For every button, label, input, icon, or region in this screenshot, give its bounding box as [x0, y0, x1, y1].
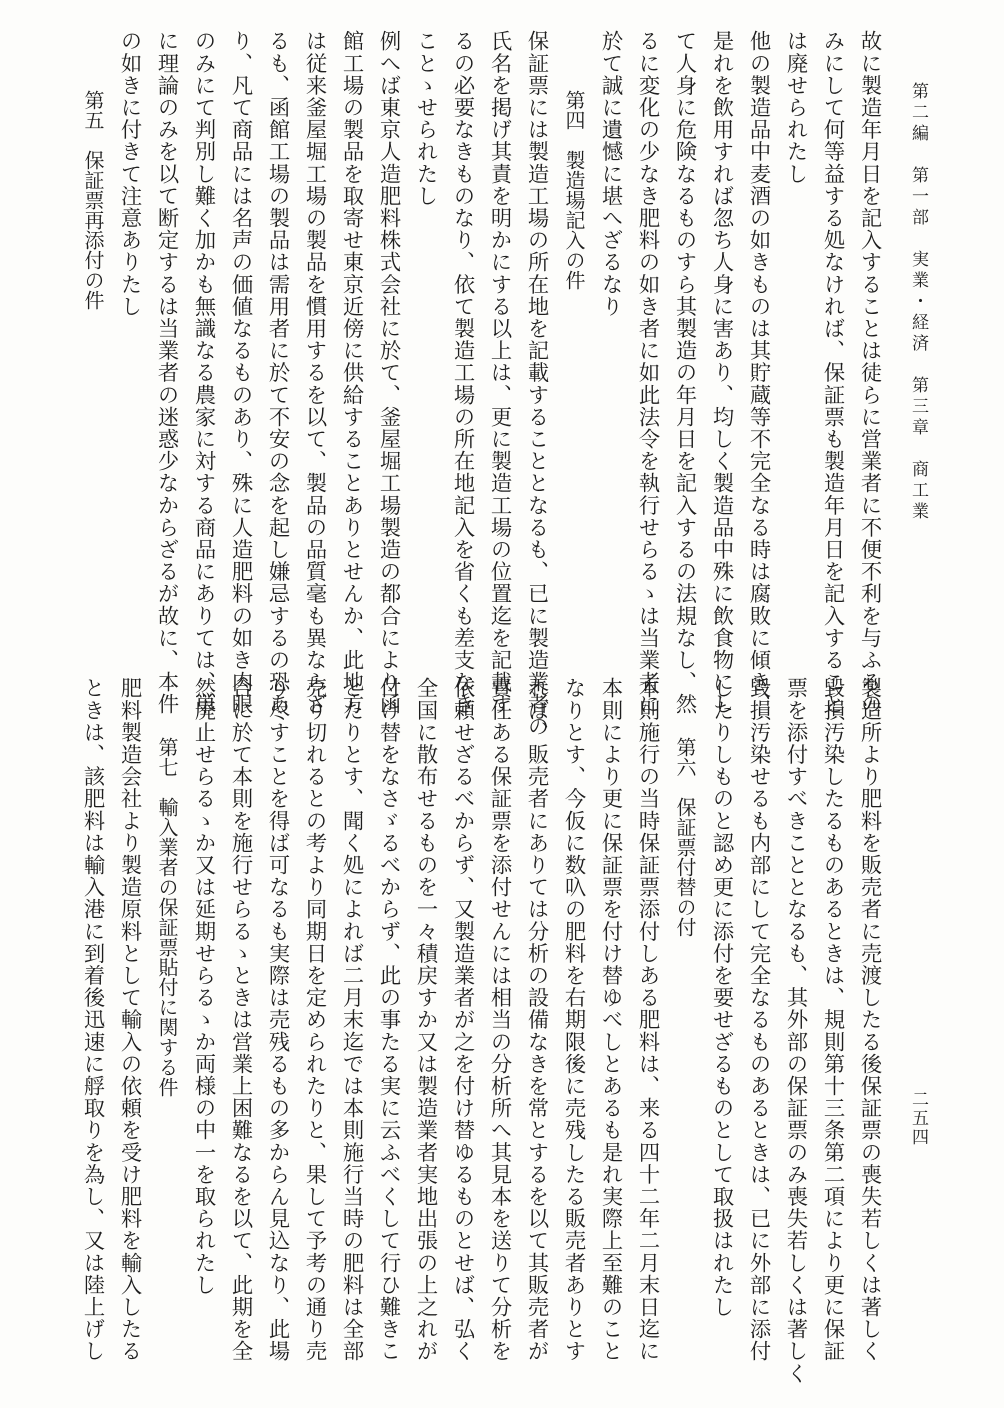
running-head: 第二編 第一部 実業・経済 第三章 商工業 [908, 82, 928, 523]
upper-line: の如きに付きて注意ありたし [117, 30, 142, 318]
upper-line: みにして何等益する処なければ、保証票も製造年月日を記入すること [820, 30, 845, 716]
lower-line: 肥料製造会社より製造原料として輸入の依頼を受け肥料を輸入したる [117, 677, 142, 1363]
lower-line: ときは、該肥料は輸入港に到着後迅速に艀取りを為し、又は陸上げし [80, 677, 105, 1363]
lower-line: 合に於て本則を施行せらるゝときは営業上困難なるを以て、此期を全 [228, 677, 253, 1363]
lower-line: なりとす、今仮に数叺の肥料を右期限後に売残したる販売者ありとす [561, 677, 586, 1363]
section-heading-7: 第七 輸入業者の保証票貼付に関する件 [155, 737, 179, 1097]
lower-line: り尽すことを得ば可なるも実際は売残るもの多からん見込なり、此場 [265, 677, 290, 1363]
upper-line: 保証票には製造工場の所在地を記載することとなるも、已に製造業者の [524, 30, 549, 738]
lower-line: したりしものと認め更に添付を要せざるものとして取扱はれたし [709, 677, 734, 1318]
lower-line: 票を添付すべきこととなるも、其外部の保証票のみ喪失若しくは著しく [783, 677, 808, 1385]
lower-line: 製造所より肥料を販売者に売渡したる後保証票の喪失若しくは著しく [857, 677, 882, 1363]
section-heading-6: 第六 保証票付替の付 [673, 737, 697, 937]
lower-line: 毀損汚染したるものあるときは、規則第十三条第二項により更に保証 [820, 677, 845, 1363]
lower-text-block [70, 677, 888, 1385]
lower-line: 毀損汚染せるも内部にして完全なるものあるときは、已に外部に添付 [746, 677, 771, 1363]
lower-line: 依頼せざるべからず、又製造業者が之を付け替ゆるものとせば、弘く [450, 677, 475, 1363]
section-heading-5: 第五 保証票再添付の件 [81, 90, 105, 310]
section-heading-4: 第四 製造場記入の件 [562, 90, 586, 290]
lower-line: 全国に散布せるものを一々積戻すか又は製造業者実地出張の上之れが [413, 677, 438, 1363]
page-number: 二五四 [908, 1090, 928, 1147]
lower-line: 責任ある保証票を添付せんには相当の分析所へ其見本を送りて分析を [487, 677, 512, 1363]
lower-line: 付け替をなさゞるべからず、此の事たる実に云ふべくして行ひ難きこ [376, 677, 401, 1363]
upper-line: 他の製造品中麦酒の如きものは其貯蔵等不完全なる時は腐敗に傾き、 [746, 30, 771, 716]
lower-line: 然廃止せらるゝか又は延期せらるゝか両様の中一を取られたし [191, 677, 216, 1296]
lower-line: 売り切れるとの考より同期日を定められたりと、果して予考の通り売 [302, 677, 327, 1363]
upper-line: るの必要なきものなり、依て製造工場の所在地記入を省くも差支なき [450, 30, 475, 716]
lower-line: れば、販売者にありては分析の設備なきを常とするを以て其販売者が [524, 677, 549, 1363]
upper-line: に理論のみを以て断定するは当業者の迷惑少なからざるが故に、本件 [154, 30, 179, 716]
upper-line: 故に製造年月日を記入することは徒らに営業者に不便不利を与ふるの [857, 30, 882, 716]
upper-line: ことゝせられたし [413, 30, 438, 207]
upper-text-block [81, 30, 888, 738]
upper-line: は従来釜屋堀工場の製品を慣用するを以て、製品の品質毫も異ならざ [302, 30, 327, 716]
upper-line: のみにて判別し難く加かも無識なる農家に対する商品にありては、単 [191, 30, 216, 716]
upper-line: て人身に危険なるものすら其製造の年月日を記入するの法規なし、然 [672, 30, 697, 716]
upper-line: 於て誠に遺憾に堪へざるなり [598, 30, 623, 318]
upper-line: り、凡て商品には名声の価値なるものあり、殊に人造肥料の如き肉眼 [228, 30, 253, 716]
upper-line: 館工場の製品を取寄せ東京近傍に供給することありとせんか、此地方 [339, 30, 364, 716]
lower-line: 本則施行の当時保証票添付しある肥料は、来る四十二年二月末日迄に [635, 677, 660, 1363]
upper-line: は廃せられたし [783, 30, 808, 185]
upper-line: るに変化の少なき肥料の如き者に如此法令を執行せらるゝは当業者に [635, 30, 660, 716]
lower-line: 本則により更に保証票を付け替ゆべしとあるも是れ実際上至難のこと [598, 677, 623, 1363]
upper-line: 氏名を掲げ其責を明かにする以上は、更に製造工場の位置迄を記載す [487, 30, 512, 716]
upper-line: 是れを飲用すれば忽ち人身に害あり、均しく製造品中殊に飲食物にし [709, 30, 734, 716]
upper-line: 例へば東京人造肥料株式会社に於て、釜屋堀工場製造の都合により函 [376, 30, 401, 716]
lower-line: とたりとす、聞く処によれば二月末迄では本則施行当時の肥料は全部 [339, 677, 364, 1363]
upper-line: るも、函館工場の製品は需用者に於て不安の念を起し嫌忌するの恐あ [265, 30, 290, 716]
